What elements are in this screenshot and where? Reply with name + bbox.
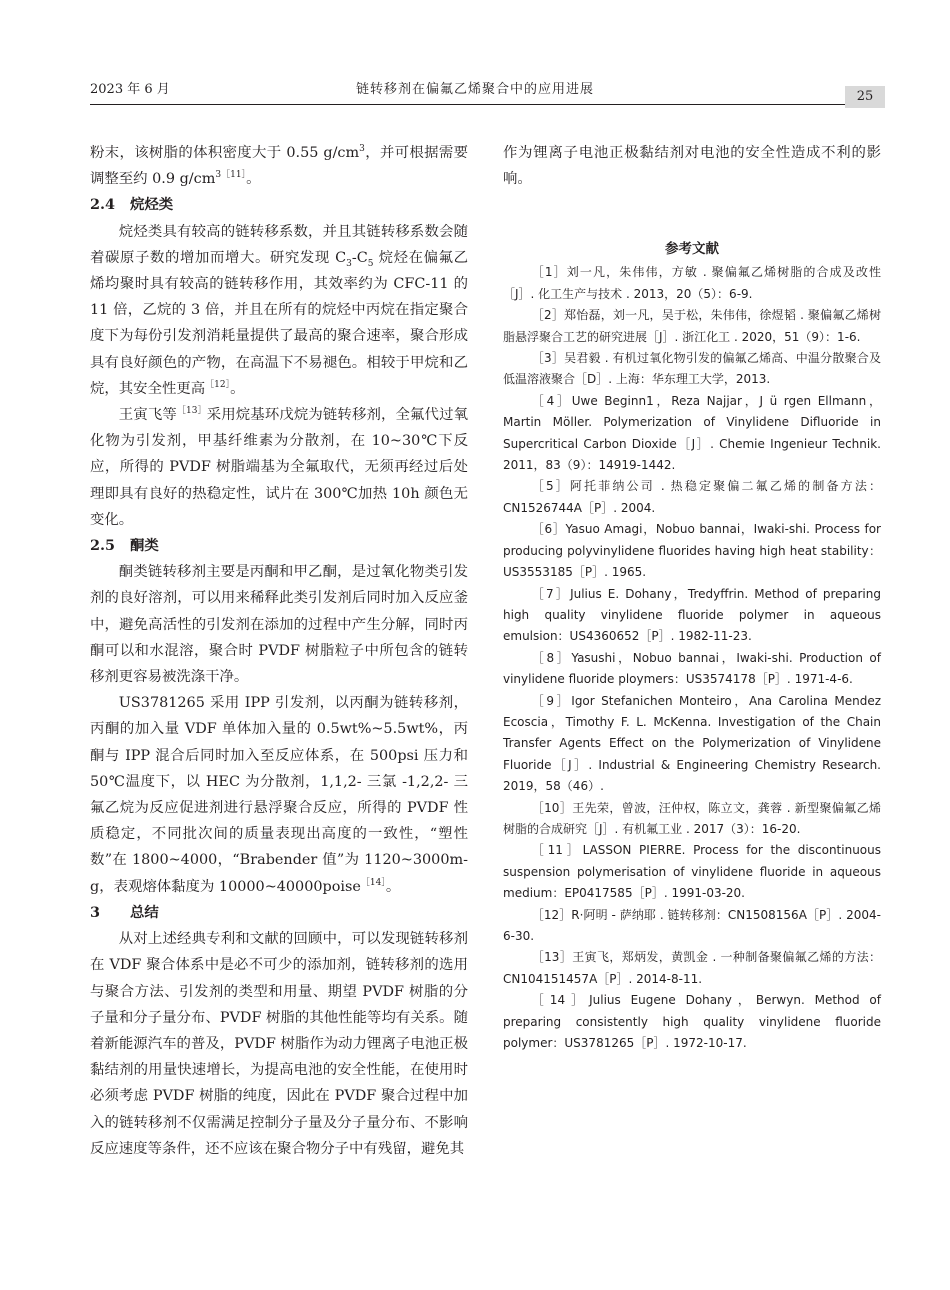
reference-item: ［7］Julius E. Dohany，Tredyffrin. Method of preparing high quality vinylidene fluoride polymer in aqueous emulsion：US4360652［P］. 1982-11-23. — [503, 586, 881, 644]
section-heading-2-5: 2.5 酮类 — [90, 537, 159, 555]
reference-item: ［5］阿托菲纳公司 . 热稳定聚偏二氟乙烯的制备方法：CN1526744A［P］. 2004. — [503, 479, 881, 515]
header-date: 2023 年 6 月 — [90, 82, 170, 97]
header-rule — [90, 104, 845, 105]
reference-item: ［6］Yasuo Amagi，Nobuo bannai，Iwaki-shi. Process for producing polyvinylidene fluorides having high heat stability：US3553185［P］. 1965. — [503, 522, 881, 580]
reference-item: ［12］R·阿明 - 萨纳耶 . 链转移剂：CN1508156A［P］. 2004-6-30. — [503, 907, 881, 943]
reference-item: ［9］Igor Stefanichen Monteiro，Ana Carolina Mendez Ecoscia，Timothy F. L. McKenna. Investigation of the Chain Transfer Agents Effect on the Polymerization of Vinylidene Fluoride［J］. Industrial & Engineering Chemistry Research. 2019，58（46）. — [503, 693, 881, 794]
paragraph-continued: 粉末，该树脂的体积密度大于 0.55 $g/cm^3$，并可根据需要调整至约 0.9 $g/cm^{3[11]}$。 — [90, 144, 468, 188]
paragraph-alkanes: 烷烃类具有较高的链转移系数，并且其链转移系数会随着碳原子数的增加而增大。研究发现 $C_3-C_5$ 烷烃在偏氟乙烯均聚时具有较高的链转移作用，其效率约为 CFC-11 的 11 倍，乙烷的 3 倍，并且在所有的烷烃中丙烷在指定聚合度下为每份引发剂消耗量提供了最高的聚合速率，聚合形成具有良好颜色的产物，在高温下不易褪色。相较于甲烷和乙烷，其安全性更高$^{[12]}$。 — [90, 223, 468, 397]
header-title: 链转移剂在偏氟乙烯聚合中的应用进展 — [355, 82, 594, 97]
reference-item: ［1］刘一凡，朱伟伟，方敏 . 聚偏氟乙烯树脂的合成及改性［J］. 化工生产与技术 . 2013，20（5）：6-9. — [503, 265, 881, 301]
references-list — [503, 262, 881, 1054]
reference-item: ［8］Yasushi，Nobuo bannai，Iwaki-shi. Production of vinylidene fluoride ploymers：US3574178［P］. 1971-4-6. — [503, 650, 881, 687]
reference-item: ［2］郑怡磊，刘一凡，吴于松，朱伟伟，徐煜韬 . 聚偏氟乙烯树脂悬浮聚合工艺的研究进展［J］. 浙江化工 . 2020，51（9）：1-6. — [503, 308, 881, 344]
reference-item: ［10］王先荣，曾波，汪仲权，陈立文，龚蓉 . 新型聚偏氟乙烯树脂的合成研究［J］. 有机氟工业 . 2017（3）：16-20. — [503, 800, 881, 836]
section-heading-3: 3 总结 — [90, 903, 159, 921]
paragraph-ketones: 酮类链转移剂主要是丙酮和甲乙酮，是过氧化物类引发剂的良好溶剂，可以用来稀释此类引发剂后同时加入反应釜中，避免高活性的引发剂在添加的过程中产生分解，同时丙酮可以和水混溶，聚合时 PVDF 树脂粒子中所包含的链转移剂更容易被洗涤干净。 — [90, 564, 468, 686]
reference-item: ［3］吴君毅 . 有机过氧化物引发的偏氟乙烯高、中温分散聚合及低温溶液聚合［D］. 上海：华东理工大学，2013. — [503, 351, 881, 387]
paragraph-wang: 王寅飞等$^{[13]}$采用烷基环戊烷为链转移剂，全氟代过氧化物为引发剂，甲基纤维素为分散剂，在 10~30℃下反应，所得的 PVDF 树脂端基为全氟取代，无须再经过后处理即具有良好的热稳定性，试片在 300℃加热 10h 颜色无变化。 — [90, 406, 468, 528]
paragraph-us3781265: US3781265 采用 IPP 引发剂，以丙酮为链转移剂，丙酮的加入量 VDF 单体加入量的 0.5wt%~5.5wt%，丙酮与 IPP 混合后同时加入至反应体系，在 500psi 压力和 50℃温度下，以 HEC 为分散剂，1,1,2- 三氯 -1,2,2- 三氟乙烷为反应促进剂进行悬浮聚合反应，所得的 PVDF 性质稳定，不同批次间的质量表现出高度的一致性，“塑性数”在 1800~4000，“Brabender 值”为 1120~3000m-g，表观熔体黏度为 10000~40000poise$^{[14]}$。 — [90, 695, 468, 895]
reference-item: ［11］LASSON PIERRE. Process for the discontinuous suspension polymerisation of vinylidene fluoride in aqueous medium：EP0417585［P］. 1991-03-20. — [503, 843, 881, 901]
reference-item: ［4］Uwe Beginn1，Reza Najjar，J ü rgen Ellmann，Martin Möller. Polymerization of Vinylidene Difluoride in Supercritical Carbon Dioxide［J］. Chemie Ingenieur Technik. 2011，83（9）：14919-1442. — [503, 393, 881, 473]
right-column — [503, 140, 881, 1054]
paragraph-summary-end: 作为锂离子电池正极黏结剂对电池的安全性造成不利的影响。 — [503, 145, 881, 188]
page-number: 25 — [845, 86, 885, 108]
reference-item: ［13］王寅飞，郑炳发，黄凯金 . 一种制备聚偏氟乙烯的方法：CN104151457A［P］. 2014-8-11. — [503, 950, 881, 986]
reference-item: ［14］Julius Eugene Dohany，Berwyn. Method of preparing consistently high quality vinylidene fluoride polymer：US3781265［P］. 1972-10-17. — [503, 993, 881, 1051]
left-column — [90, 140, 468, 1162]
paragraph-summary: 从对上述经典专利和文献的回顾中，可以发现链转移剂在 VDF 聚合体系中是必不可少的添加剂，链转移剂的选用与聚合方法、引发剂的类型和用量、期望 PVDF 树脂的分子量和分子量分布、PVDF 树脂的其他性能等均有关系。随着新能源汽车的普及，PVDF 树脂作为动力锂离子电池正极黏结剂的用量快速增长，为提高电池的安全性能，在使用时必须考虑 PVDF 树脂的纯度，因此在 PVDF 聚合过程中加入的链转移剂不仅需满足控制分子量及分子量分布、不影响反应速度等条件，还不应该在聚合物分子中有残留，避免其 — [90, 931, 468, 1157]
references-title: 参考文献 — [665, 241, 719, 258]
section-heading-2-4: 2.4 烷烃类 — [90, 196, 174, 214]
